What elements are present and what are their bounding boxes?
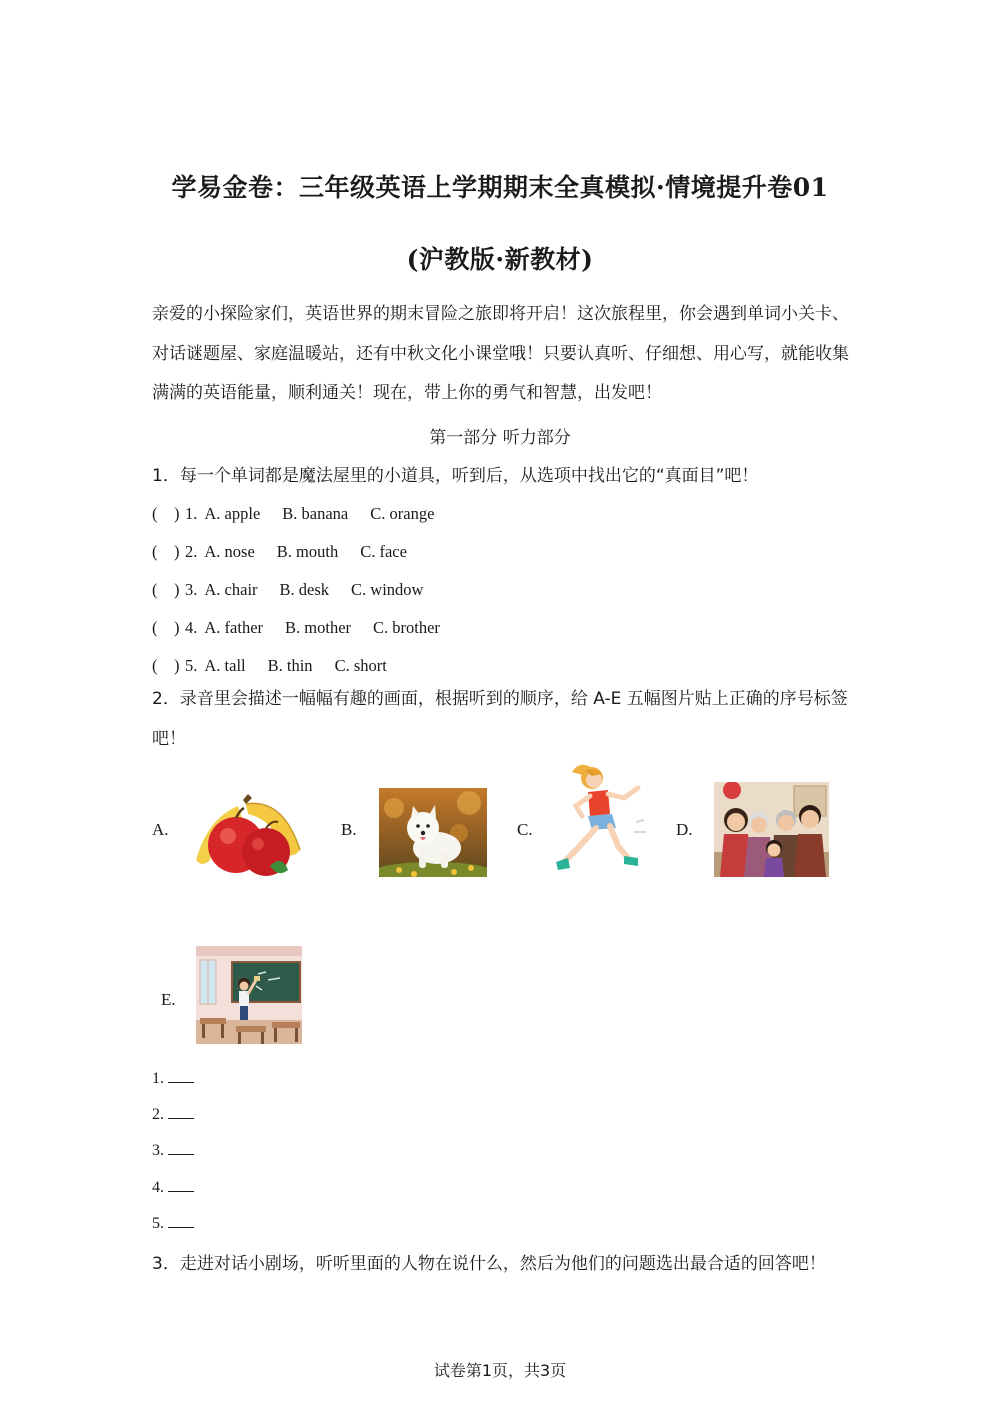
- answer-line-3: 3.: [152, 1140, 194, 1160]
- option-c: C. short: [334, 656, 387, 675]
- option-b: B. mother: [285, 618, 352, 637]
- picture-label-b: B.: [341, 820, 357, 839]
- picture-label-c: C.: [517, 820, 533, 839]
- item-number: 1.: [185, 504, 198, 523]
- option-a: A. nose: [204, 542, 255, 561]
- option-b: B. desk: [279, 580, 330, 599]
- family-icon: [714, 782, 829, 877]
- item-number: 5.: [185, 656, 198, 675]
- answer-blank[interactable]: [168, 1104, 194, 1119]
- question-1-item: [152, 652, 409, 676]
- item-number: 3.: [185, 580, 198, 599]
- answer-line-4: 4.: [152, 1177, 194, 1197]
- picture-label-e: E.: [161, 990, 176, 1009]
- answer-paren[interactable]: ( ): [152, 542, 180, 561]
- question-1-item: [152, 538, 429, 562]
- item-number: 2.: [185, 542, 198, 561]
- answer-blank[interactable]: [168, 1140, 194, 1155]
- option-c: C. face: [360, 542, 407, 561]
- option-c: C. brother: [373, 618, 440, 637]
- question-1-item: [152, 614, 462, 638]
- question-1-prompt: 1．每一个单词都是魔法屋里的小道具，听到后，从选项中找出它的“真面目”吧！: [152, 466, 759, 486]
- page-footer: 试卷第1页，共3页: [433, 1361, 567, 1380]
- question-2-prompt: 2．录音里会描述一幅幅有趣的画面，根据听到的顺序，给 A-E 五幅图片贴上正确的序号标签吧！: [152, 689, 848, 749]
- question-1-item: [152, 500, 456, 524]
- item-number: 4.: [185, 618, 198, 637]
- option-b: B. mouth: [276, 542, 339, 561]
- answer-blank[interactable]: [168, 1068, 194, 1083]
- answer-paren[interactable]: ( ): [152, 580, 180, 599]
- section-heading: 第一部分 听力部分: [429, 428, 571, 448]
- option-a: A. apple: [204, 504, 261, 523]
- title-line-2: (沪教版·新教材): [406, 245, 594, 274]
- answer-paren[interactable]: ( ): [152, 656, 180, 675]
- classroom-icon: [196, 946, 302, 1044]
- option-a: A. father: [204, 618, 264, 637]
- answer-line-1: 1.: [152, 1068, 194, 1088]
- option-c: C. window: [351, 580, 424, 599]
- answer-line-2: 2.: [152, 1104, 194, 1124]
- option-b: B. thin: [267, 656, 313, 675]
- picture-label-d: D.: [676, 820, 693, 839]
- intro-paragraph: 亲爱的小探险家们，英语世界的期末冒险之旅即将开启！这次旅程里，你会遇到单词小关卡、对话谜题屋、家庭温暖站，还有中秋文化小课堂哦！只要认真听、仔细想、用心写，就能收集满满的英语能量，顺利通关！现在，带上你的勇气和智慧，出发吧！: [152, 304, 849, 403]
- dog-icon: [379, 788, 487, 877]
- title-line-1: 学易金卷：三年级英语上学期期末全真模拟·情境提升卷01: [171, 173, 829, 202]
- option-a: A. tall: [204, 656, 246, 675]
- answer-blank[interactable]: [168, 1213, 194, 1228]
- answer-blank[interactable]: [168, 1177, 194, 1192]
- picture-label-a: A.: [152, 820, 169, 839]
- option-c: C. orange: [370, 504, 435, 523]
- answer-paren[interactable]: ( ): [152, 618, 180, 637]
- option-a: A. chair: [204, 580, 258, 599]
- answer-paren[interactable]: ( ): [152, 504, 180, 523]
- fruit-icon: [188, 790, 303, 878]
- answer-line-5: 5.: [152, 1213, 194, 1233]
- option-b: B. banana: [282, 504, 349, 523]
- running-girl-icon: [552, 762, 648, 880]
- question-3-prompt: 3．走进对话小剧场，听听里面的人物在说什么，然后为他们的问题选出最合适的回答吧！: [152, 1254, 826, 1274]
- question-1-item: [152, 576, 445, 600]
